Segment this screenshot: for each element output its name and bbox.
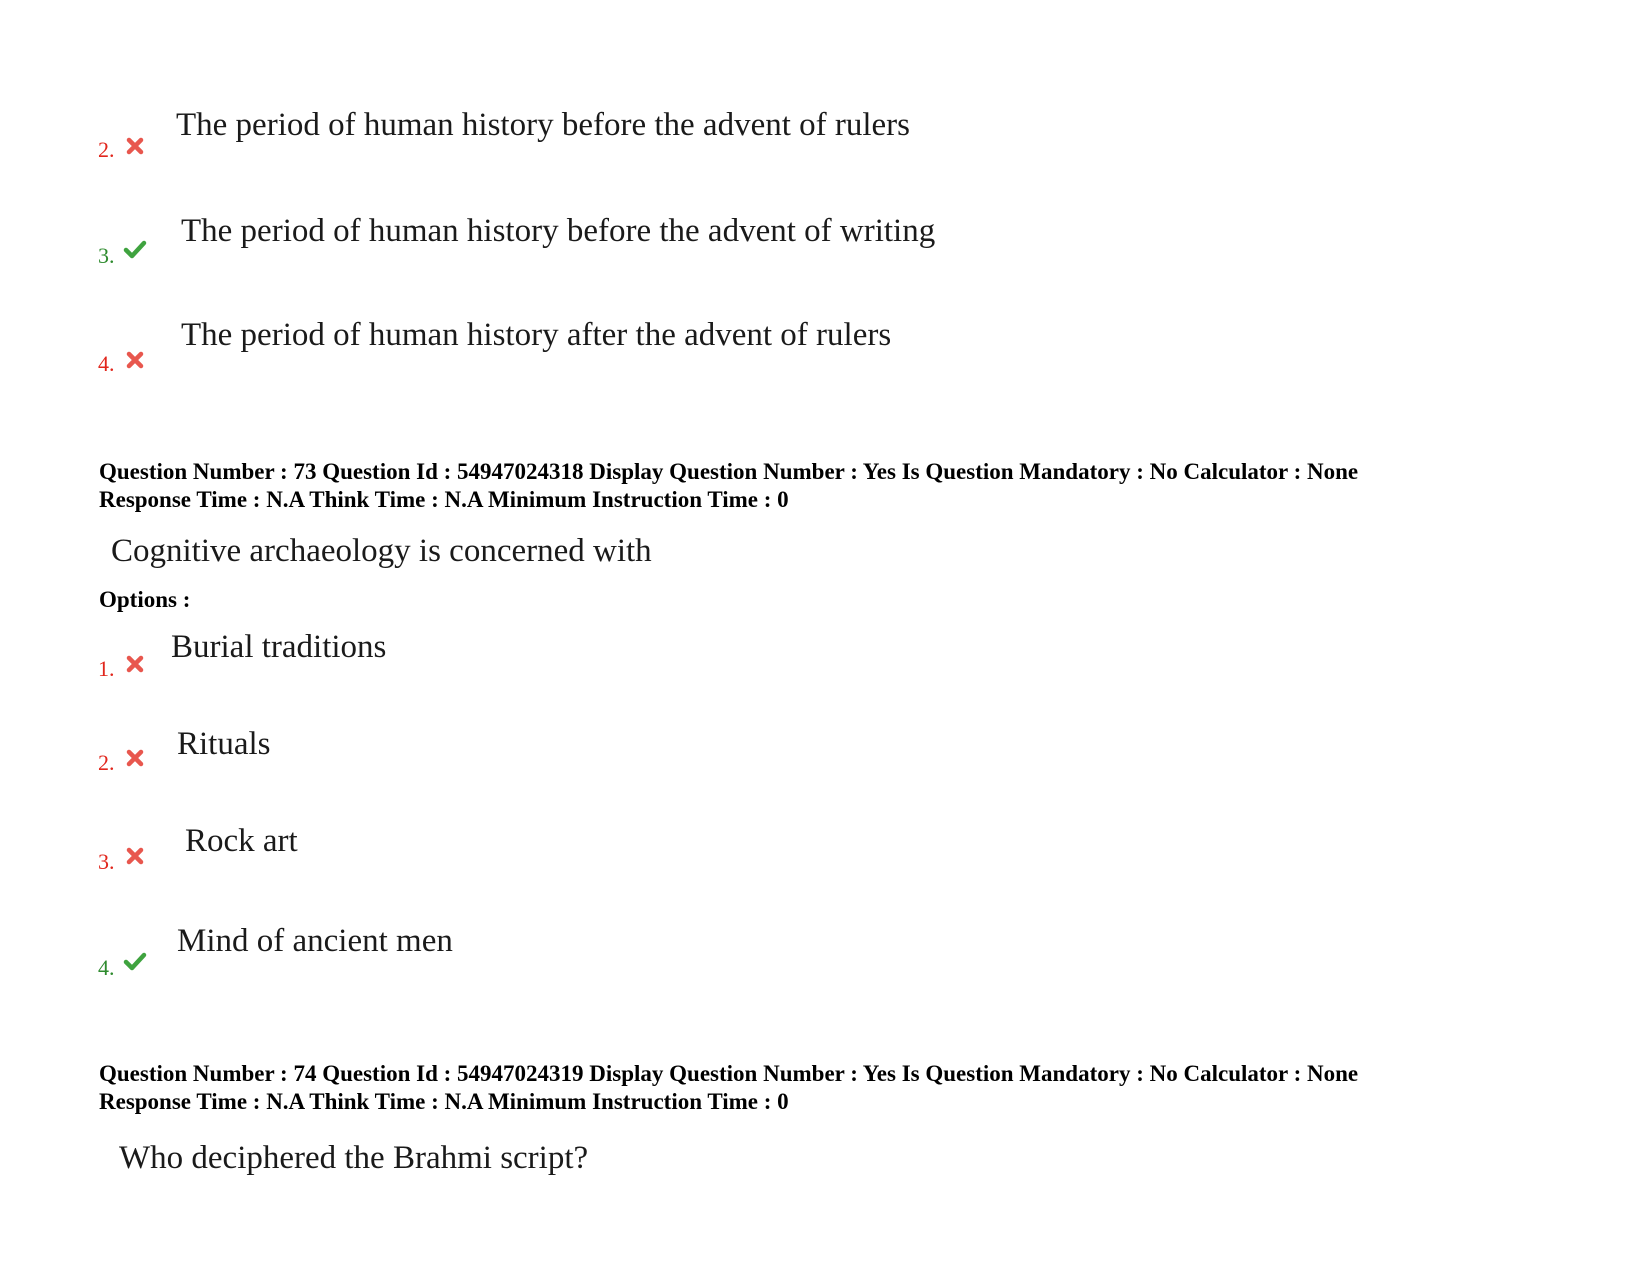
option-text: Mind of ancient men [177,923,453,959]
cross-icon [125,846,145,866]
cross-icon [125,748,145,768]
option-text: Rock art [185,823,298,859]
option-number: 2. [98,137,115,162]
option-number: 2. [98,750,115,775]
cross-icon [125,350,145,370]
option-text: The period of human history after the advent of rulers [181,317,892,353]
option-text: The period of human history before the advent of rulers [176,107,911,143]
question-meta-line: Question Number : 73 Question Id : 54947024318 Display Question Number : Yes Is Question Mandatory : No Calculator : None [99,459,1359,484]
question-meta-line: Response Time : N.A Think Time : N.A Minimum Instruction Time : 0 [99,1089,789,1114]
option-text: The period of human history before the advent of writing [181,213,936,249]
question-meta-line: Question Number : 74 Question Id : 54947024319 Display Question Number : Yes Is Question Mandatory : No Calculator : None [99,1061,1359,1086]
option-number: 1. [98,656,115,681]
option-number: 4. [98,351,115,376]
check-icon [123,951,147,971]
option-number: 3. [98,243,115,268]
option-text: Rituals [177,726,271,762]
check-icon [123,239,147,259]
option-number: 4. [98,955,115,980]
question-text: Who deciphered the Brahmi script? [119,1140,589,1176]
cross-icon [125,654,145,674]
options-label: Options : [99,587,191,612]
question-text: Cognitive archaeology is concerned with [111,533,652,569]
option-text: Burial traditions [171,629,387,665]
question-meta-line: Response Time : N.A Think Time : N.A Minimum Instruction Time : 0 [99,487,789,512]
option-number: 3. [98,849,115,874]
cross-icon [125,136,145,156]
